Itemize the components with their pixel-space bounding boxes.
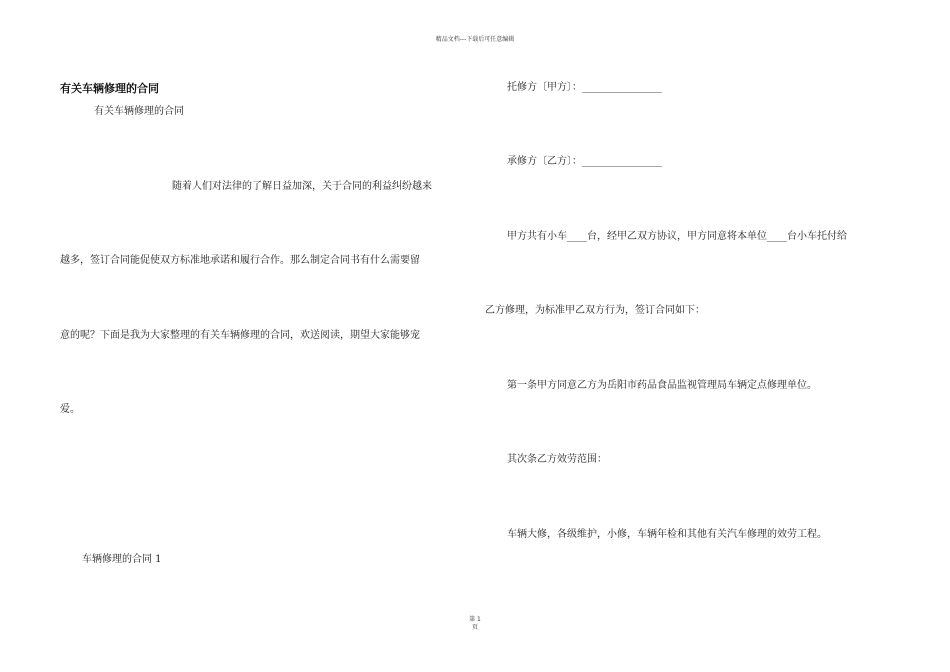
intro-paragraph-line-1: 随着人们对法律的了解日益加深，关于合同的利益纠纷越来: [172, 181, 432, 192]
document-title: 有关车辆修理的合同: [60, 82, 159, 95]
document-subtitle: 有关车辆修理的合同: [94, 106, 184, 117]
article-2-detail: 车辆大修，各级维护，小修，车辆年检和其他有关汽车修理的效劳工程。: [507, 529, 827, 540]
article-1: 第一条甲方同意乙方为岳阳市药品食品监视管理局车辆定点修理单位。: [507, 380, 817, 391]
page-header: 精品文档---下载后可任意编辑: [435, 36, 515, 43]
page-number-line-2: 页: [471, 624, 478, 631]
clause-line-1: 甲方共有小车____台，经甲乙双方协议，甲方同意将本单位____台小车托付给: [507, 231, 847, 242]
party-a-field: 托修方〔甲方〕：________________: [507, 82, 662, 93]
contract-heading: 车辆修理的合同 1: [82, 554, 162, 565]
page-number-line-1: 第 1: [469, 616, 481, 623]
clause-line-2: 乙方修理，为标准甲乙双方行为，签订合同如下：: [485, 305, 705, 316]
intro-paragraph-line-2: 越多，签订合同能促使双方标准地承诺和履行合作。那么制定合同书有什么需要留: [60, 255, 420, 266]
intro-paragraph-line-3: 意的呢？下面是我为大家整理的有关车辆修理的合同，欢送阅读，期望大家能够宠: [60, 330, 420, 341]
page-number: [0, 616, 950, 632]
party-b-field: 承修方〔乙方〕：________________: [507, 156, 662, 167]
intro-paragraph-line-4: 爱。: [60, 404, 80, 415]
article-2: 其次条乙方效劳范围：: [507, 454, 607, 465]
